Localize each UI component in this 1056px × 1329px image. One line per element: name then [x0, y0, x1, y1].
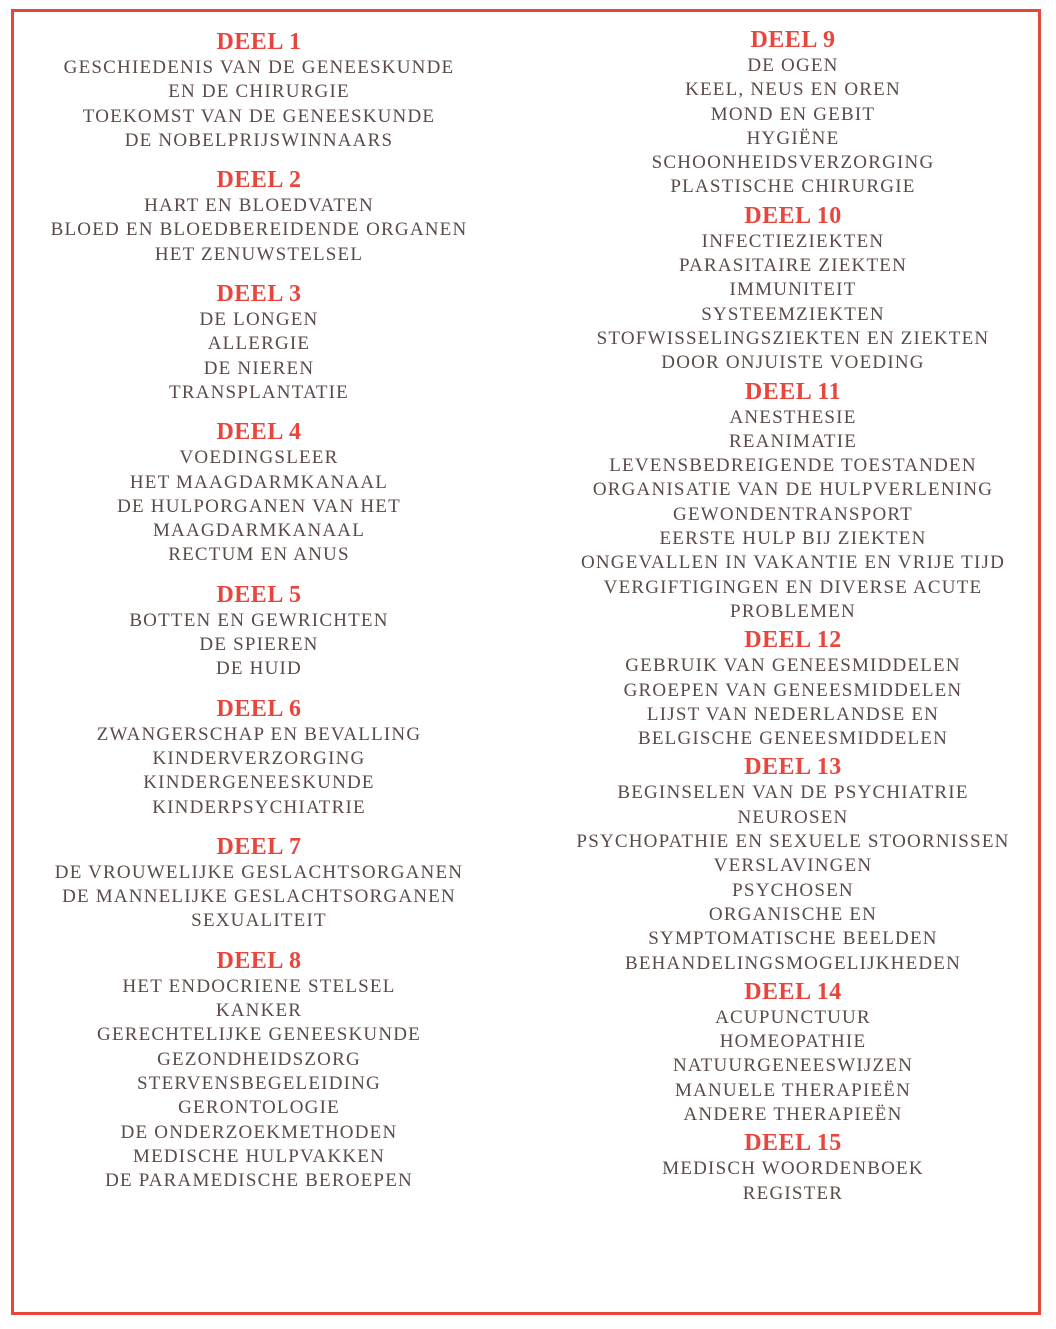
volume-topic: BLOED EN BLOEDBEREIDENDE ORGANEN	[50, 219, 468, 241]
volume-topic: VOEDINGSLEER	[179, 447, 339, 469]
volume-topic: HYGIËNE	[746, 127, 840, 149]
volume-topic: GROEPEN VAN GENEESMIDDELEN	[623, 679, 963, 701]
volume-section	[581, 378, 1005, 625]
volume-topic: STOFWISSELINGSZIEKTEN EN ZIEKTEN	[596, 327, 990, 349]
volume-topic: SYMPTOMATISCHE BEELDEN	[648, 928, 938, 950]
volume-section	[673, 978, 913, 1127]
volume-topic: REANIMATIE	[728, 430, 858, 452]
volume-section	[662, 1129, 924, 1206]
volume-topic: GESCHIEDENIS VAN DE GENEESKUNDE	[63, 57, 455, 78]
volume-topic: ONGEVALLEN IN VAKANTIE EN VRIJE TIJD	[580, 552, 1006, 574]
volume-topic: PLASTISCHE CHIRURGIE	[670, 176, 916, 198]
volume-heading: DEEL 11	[744, 378, 842, 405]
volume-topic: DE HUID	[216, 658, 302, 680]
volume-topic: MAAGDARMKANAAL	[152, 520, 366, 542]
volume-section	[97, 947, 421, 1194]
volume-section	[51, 166, 468, 267]
volume-topic: DE MANNELIJKE GESLACHTSORGANEN	[62, 886, 456, 908]
volume-topic: RECTUM EN ANUS	[168, 544, 350, 566]
volume-heading: DEEL 7	[216, 833, 302, 860]
volume-topic: EN DE CHIRURGIE	[168, 81, 350, 103]
volume-topic: BELGISCHE GENEESMIDDELEN	[637, 728, 949, 750]
volume-topic: DE LONGEN	[199, 309, 319, 331]
volume-section	[129, 581, 388, 682]
volume-topic: TOEKOMST VAN DE GENEESKUNDE	[82, 105, 436, 127]
volume-heading: DEEL 3	[216, 281, 302, 308]
volume-heading: DEEL 5	[216, 581, 302, 608]
volume-section	[624, 626, 963, 751]
volume-section	[169, 280, 349, 405]
volume-heading: DEEL 12	[744, 627, 842, 654]
volume-topic: EERSTE HULP BIJ ZIEKTEN	[659, 528, 927, 550]
volume-topic: KINDERVERZORGING	[152, 747, 366, 769]
volume-heading: DEEL 14	[744, 978, 842, 1005]
volume-section	[652, 26, 935, 200]
volume-topic: GERECHTELIJKE GENEESKUNDE	[97, 1024, 421, 1046]
volume-topic: NEUROSEN	[737, 806, 849, 828]
volume-topic: HART EN BLOEDVATEN	[144, 195, 374, 217]
volume-topic: MOND EN GEBIT	[710, 103, 876, 125]
volume-topic: PSYCHOPATHIE EN SEXUELE STOORNISSEN	[576, 831, 1010, 853]
volume-topic: PSYCHOSEN	[732, 879, 854, 901]
volume-section	[117, 418, 401, 567]
volume-topic: GEZONDHEIDSZORG	[157, 1048, 361, 1070]
volume-topic: DE SPIEREN	[199, 634, 319, 656]
volume-topic: ORGANISATIE VAN DE HULPVERLENING	[592, 479, 994, 501]
volume-topic: DE OGEN	[747, 55, 839, 76]
volume-section	[576, 753, 1009, 975]
volume-topic: NATUURGENEESWIJZEN	[672, 1055, 914, 1077]
volume-topic: ACUPUNCTUUR	[715, 1006, 871, 1028]
right-column	[548, 26, 1038, 1208]
volume-topic: GERONTOLOGIE	[178, 1097, 340, 1119]
volume-topic: DE VROUWELIJKE GESLACHTSORGANEN	[54, 861, 464, 883]
volume-topic: MEDISCH WOORDENBOEK	[662, 1158, 924, 1180]
volume-topic: KINDERPSYCHIATRIE	[152, 796, 366, 818]
volume-topic: ORGANISCHE EN	[708, 903, 878, 925]
volume-topic: IMMUNITEIT	[729, 279, 857, 301]
volume-heading: DEEL 6	[216, 695, 302, 722]
volume-heading: DEEL 2	[216, 167, 302, 194]
volume-topic: MEDISCHE HULPVAKKEN	[132, 1145, 386, 1167]
volume-topic: SCHOONHEIDSVERZORGING	[651, 152, 935, 174]
volume-topic: HET MAAGDARMKANAAL	[129, 471, 389, 493]
volume-heading: DEEL 15	[744, 1130, 842, 1157]
volume-topic: ALLERGIE	[207, 333, 311, 355]
volume-topic: DE PARAMEDISCHE BEROEPEN	[105, 1170, 413, 1192]
volume-heading: DEEL 8	[216, 947, 302, 974]
volume-topic: LIJST VAN NEDERLANDSE EN	[646, 703, 940, 725]
volume-topic: HET ENDOCRIENE STELSEL	[122, 975, 396, 997]
volume-topic: VERSLAVINGEN	[713, 855, 873, 877]
volume-topic: ANESTHESIE	[729, 406, 857, 428]
volume-topic: BEHANDELINGSMOGELIJKHEDEN	[624, 952, 962, 974]
volume-heading: DEEL 4	[216, 419, 302, 446]
volume-heading: DEEL 10	[744, 202, 842, 229]
volume-topic: MANUELE THERAPIEËN	[674, 1079, 912, 1101]
volume-heading: DEEL 13	[744, 754, 842, 781]
volume-topic: PARASITAIRE ZIEKTEN	[679, 255, 907, 277]
volume-topic: SYSTEEMZIEKTEN	[701, 303, 885, 325]
volume-topic: DE NOBELPRIJSWINNAARS	[124, 129, 394, 151]
left-column	[28, 28, 490, 1206]
volume-section	[597, 202, 990, 376]
volume-section	[97, 695, 422, 820]
volume-topic: DOOR ONJUISTE VOEDING	[661, 352, 925, 374]
volume-topic: VERGIFTIGINGEN EN DIVERSE ACUTE	[603, 576, 983, 598]
volume-topic: BEGINSELEN VAN DE PSYCHIATRIE	[617, 782, 969, 804]
volume-topic: KANKER	[215, 1000, 303, 1022]
volume-topic: LEVENSBEDREIGENDE TOESTANDEN	[609, 455, 977, 477]
volume-section	[64, 28, 455, 153]
volume-topic: PROBLEMEN	[730, 600, 856, 622]
volume-topic: KINDERGENEESKUNDE	[143, 772, 375, 794]
volume-heading: DEEL 1	[216, 29, 302, 55]
volume-topic: GEWONDENTRANSPORT	[673, 503, 913, 525]
volume-topic: DE ONDERZOEKMETHODEN	[120, 1121, 398, 1143]
volume-topic: HOMEOPATHIE	[719, 1031, 867, 1053]
volume-topic: SEXUALITEIT	[191, 910, 327, 932]
volume-topic: TRANSPLANTATIE	[169, 381, 349, 403]
volume-topic: DE NIEREN	[203, 357, 315, 379]
volume-topic: GEBRUIK VAN GENEESMIDDELEN	[625, 655, 961, 677]
volume-topic: INFECTIEZIEKTEN	[701, 230, 885, 252]
volume-topic: KEEL, NEUS EN OREN	[685, 79, 901, 101]
volume-topic: STERVENSBEGELEIDING	[137, 1072, 381, 1094]
volume-topic: ANDERE THERAPIEËN	[683, 1103, 903, 1125]
volume-topic: DE HULPORGANEN VAN HET	[117, 495, 401, 517]
volume-section	[55, 833, 463, 934]
volume-heading: DEEL 9	[750, 27, 836, 53]
volume-topic: BOTTEN EN GEWRICHTEN	[129, 609, 389, 631]
volume-topic: REGISTER	[742, 1182, 844, 1204]
volume-topic: ZWANGERSCHAP EN BEVALLING	[96, 723, 422, 745]
volume-topic: HET ZENUWSTELSEL	[154, 243, 364, 265]
